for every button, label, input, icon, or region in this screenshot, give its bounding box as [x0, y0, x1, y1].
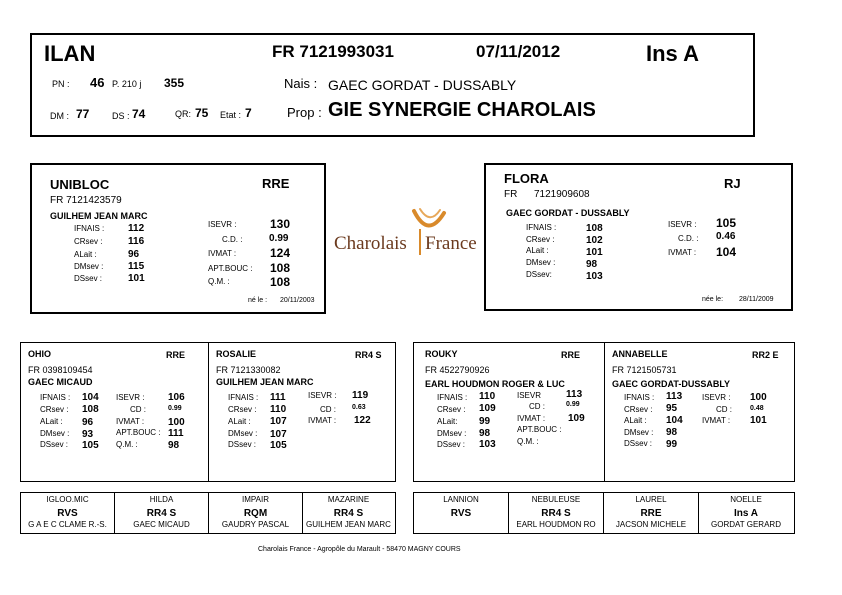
animal-name: ILAN	[44, 41, 96, 66]
cd-value: 0.63	[352, 404, 366, 411]
ancestor-grade: RQM	[243, 508, 268, 519]
isevr-label: ISEVR :	[702, 393, 731, 402]
isevr-label: ISEVR	[517, 391, 542, 400]
cd-label: CD :	[716, 405, 732, 414]
sire-dssev-label: DSsev :	[74, 274, 103, 283]
ivmat-label: IVMAT :	[517, 414, 546, 423]
dam-id-prefix: FR	[504, 189, 518, 200]
nais-label: Nais :	[284, 76, 318, 91]
sire-qm-value: 108	[270, 275, 291, 289]
pn-value: 46	[90, 75, 105, 90]
cd-value: 0.99	[168, 405, 182, 412]
sire-name: UNIBLOC	[50, 177, 110, 192]
sire-alait-value: 96	[128, 249, 140, 260]
ancestor-owner: GAEC MICAUD	[133, 520, 190, 529]
ancestor-owner: G A E C CLAME R.-S.	[28, 520, 107, 529]
dam-dmsev-value: 98	[586, 259, 598, 270]
alait-value: 96	[82, 417, 94, 428]
ancestor-cell	[604, 493, 699, 533]
ancestor-grade: RR4 S	[333, 508, 364, 519]
ifnais-value: 110	[479, 391, 496, 402]
sire-box	[30, 163, 326, 314]
qm-value: 98	[168, 440, 180, 451]
ancestor-cell	[509, 493, 604, 533]
ifnais-label: IFNAIS :	[228, 393, 259, 402]
cd-label: CD :	[529, 402, 545, 411]
dmsev-value: 98	[479, 428, 491, 439]
ancestor-name: LANNION	[443, 495, 479, 504]
ancestor-cell	[303, 493, 394, 533]
pn-label: PN :	[52, 79, 70, 89]
grandparent-grade: RRE	[561, 350, 581, 360]
dam-grade: RJ	[724, 176, 741, 191]
dam-box	[484, 163, 793, 311]
ancestor-cell	[699, 493, 793, 533]
aptbouc-value: 111	[168, 428, 184, 439]
isevr-value: 119	[352, 390, 369, 401]
animal-date: 07/11/2012	[476, 42, 561, 61]
sire-aptbouc-value: 108	[270, 261, 291, 275]
ifnais-value: 104	[82, 392, 99, 403]
grandparent-name: ANNABELLE	[612, 349, 668, 359]
grandparent-id: FR 7121505731	[612, 365, 677, 375]
crsev-label: CRsev :	[228, 405, 257, 414]
dssev-label: DSsev :	[437, 440, 466, 449]
sire-ifnais-label: IFNAIS :	[74, 224, 105, 233]
qm-label: Q.M. :	[116, 440, 138, 449]
grandparent-owner: GUILHEM JEAN MARC	[216, 377, 314, 387]
sire-ivmat-value: 124	[270, 246, 291, 260]
ancestor-grade: RR4 S	[146, 508, 177, 519]
ancestor-grade: RR4 S	[541, 508, 571, 519]
dam-dssev-value: 103	[586, 271, 603, 282]
grandparent-card-rouky	[415, 343, 603, 481]
dam-name: FLORA	[504, 171, 549, 186]
dam-born-label: née le:	[702, 296, 724, 303]
footer-address: Charolais France - Agropôle du Marault - 58470 MAGNY COURS	[258, 546, 461, 553]
ancestor-cell	[414, 493, 509, 533]
ancestor-owner: GAUDRY PASCAL	[221, 520, 290, 529]
p210-label: P. 210 j	[112, 79, 142, 89]
ancestor-name: IMPAIR	[242, 495, 269, 504]
logo-text-right: France	[425, 233, 477, 254]
dm-label: DM :	[50, 111, 69, 121]
ancestor-grade: Ins A	[733, 508, 759, 519]
dssev-label: DSsev :	[228, 440, 257, 449]
sire-born-label: né le :	[248, 297, 268, 304]
dssev-value: 105	[82, 440, 99, 451]
ancestor-owner: GORDAT GERARD	[711, 520, 781, 529]
ifnais-label: IFNAIS :	[624, 393, 655, 402]
crsev-value: 95	[666, 403, 678, 414]
cd-value: 0.48	[750, 405, 764, 412]
dam-owner: GAEC GORDAT - DUSSABLY	[506, 208, 630, 218]
dam-ifnais-value: 108	[586, 223, 603, 234]
dmsev-value: 107	[270, 429, 287, 440]
sire-aptbouc-label: APT.BOUC :	[208, 264, 253, 273]
dmsev-value: 93	[82, 429, 94, 440]
prop-label: Prop :	[287, 105, 322, 120]
alait-value: 107	[270, 416, 287, 427]
ivmat-value: 109	[568, 413, 585, 424]
sire-qm-label: Q.M. :	[208, 277, 230, 286]
etat-label: Etat :	[220, 110, 242, 120]
grandparent-card-ohio	[22, 343, 207, 481]
grandparent-name: ROUKY	[425, 349, 458, 359]
ds-value: 74	[132, 107, 146, 121]
alait-label: ALait :	[624, 416, 647, 425]
ancestor-name: NEBULEUSE	[531, 495, 581, 504]
dam-crsev-value: 102	[586, 235, 603, 246]
dssev-label: DSsev :	[624, 439, 653, 448]
ancestor-owner: GUILHEM JEAN MARC	[306, 520, 391, 529]
dam-id: 7121909608	[534, 189, 590, 200]
grandparent-divider	[604, 343, 605, 481]
ivmat-value: 101	[750, 415, 767, 426]
ancestor-name: LAUREL	[635, 495, 667, 504]
logo-divider	[419, 229, 421, 255]
dam-dmsev-label: DMsev :	[526, 258, 556, 267]
grandparent-divider	[208, 343, 209, 481]
sire-id: FR 7121423579	[50, 195, 122, 206]
grandparent-id: FR 7121330082	[216, 365, 281, 375]
sire-grade: RRE	[262, 176, 290, 191]
sire-crsev-label: CRsev :	[74, 237, 103, 246]
dssev-value: 99	[666, 439, 678, 450]
sire-dmsev-label: DMsev :	[74, 262, 104, 271]
ivmat-label: IVMAT :	[308, 416, 337, 425]
dam-isevr-value: 105	[716, 216, 737, 230]
qr-label: QR:	[175, 109, 192, 119]
sire-alait-label: ALait :	[74, 250, 97, 259]
dam-alait-value: 101	[586, 247, 603, 258]
prop-value: GIE SYNERGIE CHAROLAIS	[328, 99, 596, 121]
sire-owner: GUILHEM JEAN MARC	[50, 211, 148, 221]
sire-dmsev-value: 115	[128, 261, 145, 272]
isevr-value: 113	[566, 389, 583, 400]
ifnais-value: 113	[666, 391, 683, 402]
animal-header-box	[30, 33, 755, 137]
qr-value: 75	[195, 106, 209, 120]
sire-born-value: 20/11/2003	[280, 297, 315, 304]
dmsev-label: DMsev :	[40, 429, 70, 438]
grandparent-name: OHIO	[28, 349, 52, 359]
sire-isevr-value: 130	[270, 217, 291, 231]
dmsev-value: 98	[666, 427, 678, 438]
dssev-value: 103	[479, 439, 496, 450]
ancestor-owner: EARL HOUDMON RO	[516, 520, 596, 529]
cd-label: CD :	[320, 405, 336, 414]
ifnais-label: IFNAIS :	[40, 393, 71, 402]
ivmat-label: IVMAT :	[702, 416, 731, 425]
sire-dssev-value: 101	[128, 273, 145, 284]
alait-label: ALait:	[437, 417, 458, 426]
ancestor-cell	[209, 493, 303, 533]
dmsev-label: DMsev :	[228, 429, 258, 438]
isevr-label: ISEVR :	[116, 393, 145, 402]
grandparent-owner: EARL HOUDMON ROGER & LUC	[425, 379, 565, 389]
grandparent-id: FR 4522790926	[425, 365, 490, 375]
animal-status: Ins A	[646, 41, 699, 66]
dam-cd-label: C.D. :	[678, 234, 699, 243]
alait-label: ALait :	[228, 417, 251, 426]
crsev-label: CRsev :	[437, 405, 466, 414]
alait-value: 99	[479, 416, 491, 427]
dam-born-value: 28/11/2009	[739, 296, 774, 303]
dam-ivmat-label: IVMAT :	[668, 248, 697, 257]
ancestor-grade: RVS	[450, 508, 472, 519]
sire-ivmat-label: IVMAT :	[208, 249, 237, 258]
aptbouc-label: APT.BOUC :	[116, 428, 161, 437]
ancestor-name: MAZARINE	[327, 495, 370, 504]
dam-crsev-label: CRsev :	[526, 235, 555, 244]
dssev-label: DSsev :	[40, 440, 69, 449]
dam-cd-value: 0.46	[716, 231, 736, 242]
dam-ivmat-value: 104	[716, 245, 737, 259]
p210-value: 355	[164, 76, 185, 90]
dmsev-label: DMsev :	[624, 428, 654, 437]
sire-ifnais-value: 112	[128, 223, 145, 234]
dm-value: 77	[76, 107, 90, 121]
dam-isevr-label: ISEVR :	[668, 220, 697, 229]
logo-swoosh-icon	[410, 205, 450, 235]
grandparent-name: ROSALIE	[216, 349, 257, 359]
crsev-label: CRsev :	[40, 405, 69, 414]
crsev-label: CRsev :	[624, 405, 653, 414]
grandparent-card-annabelle	[606, 343, 794, 481]
ifnais-value: 111	[270, 392, 286, 403]
ancestor-name: HILDA	[149, 495, 174, 504]
crsev-value: 109	[479, 403, 496, 414]
ifnais-label: IFNAIS :	[437, 393, 468, 402]
sire-cd-label: C.D. :	[222, 235, 243, 244]
ancestor-cell	[115, 493, 209, 533]
ancestor-cell	[21, 493, 115, 533]
cd-value: 0.99	[566, 401, 580, 408]
animal-id: FR 7121993031	[272, 42, 394, 61]
alait-label: ALait :	[40, 417, 63, 426]
ancestor-owner: JACSON MICHELE	[615, 520, 687, 529]
crsev-value: 110	[270, 404, 287, 415]
grandparent-grade: RRE	[166, 350, 186, 360]
ds-label: DS :	[112, 111, 130, 121]
ivmat-value: 122	[354, 415, 371, 426]
sire-crsev-value: 116	[128, 236, 145, 247]
grandparent-grade: RR4 S	[355, 350, 382, 360]
ivmat-value: 100	[168, 417, 185, 428]
charolais-france-logo	[330, 205, 480, 265]
dssev-value: 105	[270, 440, 287, 451]
alait-value: 104	[666, 415, 683, 426]
dam-ifnais-label: IFNAIS :	[526, 223, 557, 232]
crsev-value: 108	[82, 404, 99, 415]
grandparent-card-rosalie	[210, 343, 395, 481]
isevr-label: ISEVR :	[308, 391, 337, 400]
grandparent-owner: GAEC GORDAT-DUSSABLY	[612, 379, 731, 389]
ancestor-grade: RRE	[640, 508, 662, 519]
ancestors-left-row	[20, 492, 396, 534]
sire-cd-value: 0.99	[269, 233, 289, 244]
ancestor-grade: RVS	[57, 508, 78, 519]
grandparent-id: FR 0398109454	[28, 365, 93, 375]
dmsev-label: DMsev :	[437, 429, 467, 438]
nais-value: GAEC GORDAT - DUSSABLY	[328, 77, 517, 93]
sire-isevr-label: ISEVR :	[208, 220, 237, 229]
ancestors-right-row	[413, 492, 795, 534]
ivmat-label: IVMAT :	[116, 417, 145, 426]
cd-label: CD :	[130, 405, 146, 414]
aptbouc-label: APT.BOUC :	[517, 425, 562, 434]
etat-value: 7	[245, 106, 252, 120]
isevr-value: 106	[168, 392, 185, 403]
dam-dssev-label: DSsev:	[526, 270, 552, 279]
dam-alait-label: ALait :	[526, 246, 549, 255]
grandparent-grade: RR2 E	[752, 350, 779, 360]
logo-text-left: Charolais	[334, 233, 407, 254]
isevr-value: 100	[750, 392, 767, 403]
ancestor-name: IGLOO.MIC	[46, 495, 89, 504]
ancestor-name: NOELLE	[730, 495, 762, 504]
qm-label: Q.M. :	[517, 437, 539, 446]
grandparent-owner: GAEC MICAUD	[28, 377, 93, 387]
